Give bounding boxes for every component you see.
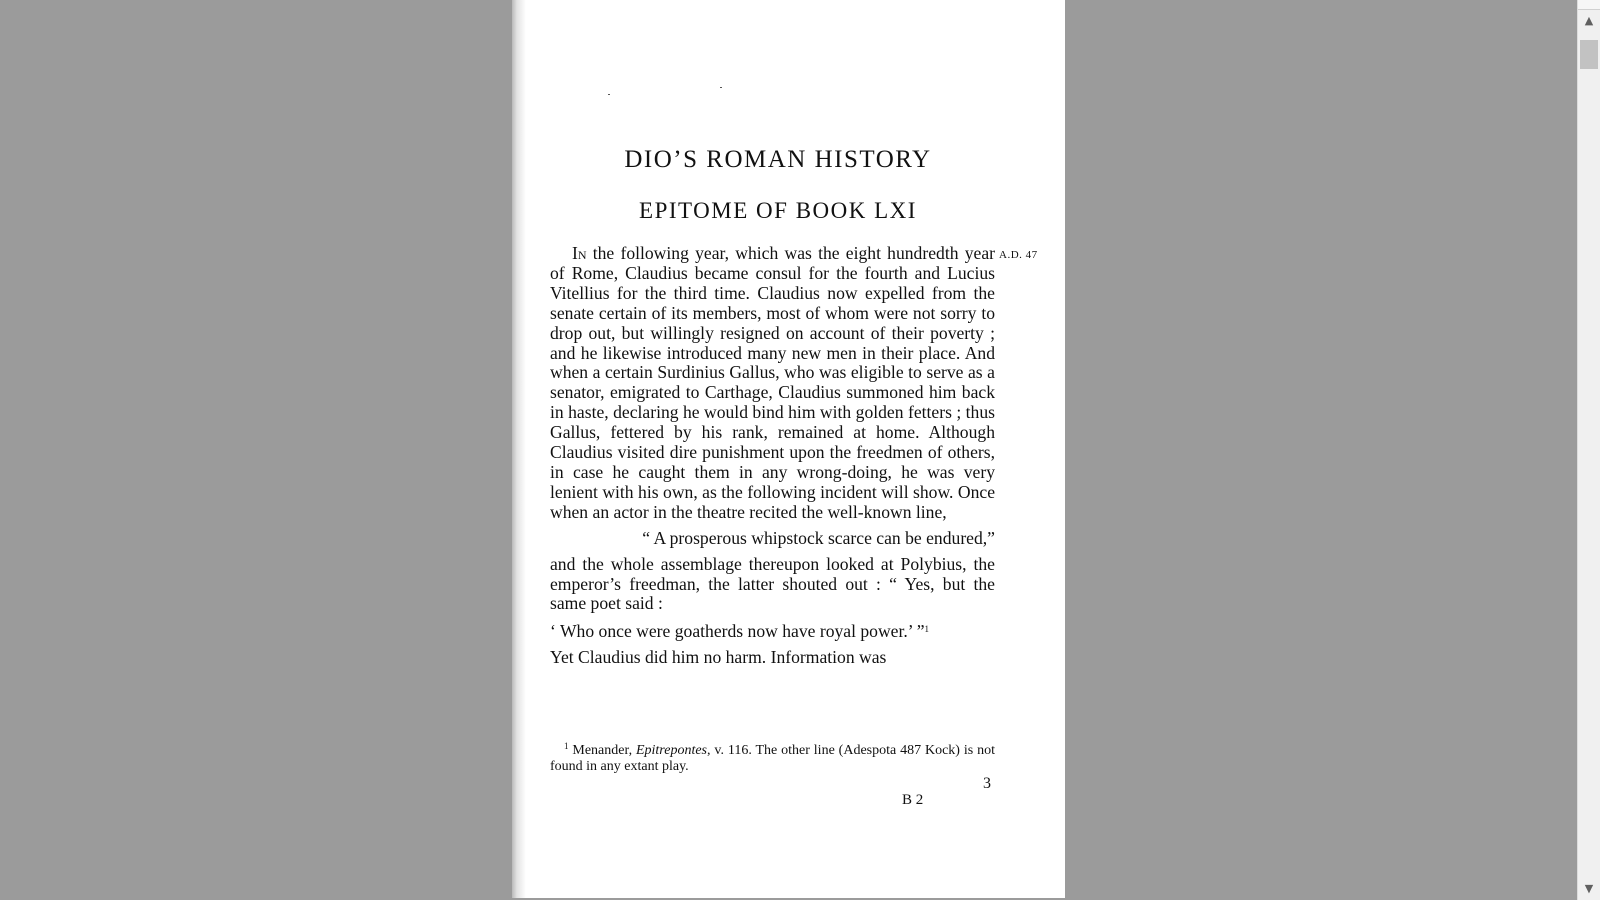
printer-signature: B 2 [902,792,924,808]
footnote-italic-title: Epitrepontes [635,743,707,758]
book-subtitle: EPITOME OF BOOK LXI [639,198,917,223]
footnote-text-a: Menander, [568,743,636,758]
footnote-marker: 1 [564,741,569,751]
drop-lead-word: In [572,243,587,263]
footnote-reference: 1 [924,624,930,635]
margin-date-note: A.D. 47 [999,249,1038,261]
quotation-2-text: ‘ Who once were goatherds now have royal power.’ ” [550,621,925,642]
document-page [512,0,1065,898]
vertical-scrollbar[interactable] [1577,0,1600,900]
paragraph-1-text: the following year, which was the eight hundredth year of Rome, Claudius became consul for the fourth and Lucius Vitellius for the third time. Claudius now expelled from the senate certain of its members, most of whom were not sorry to drop out, but willingly resigned on account of their poverty ; and he likewise introduced many new men in their place. And when a certain Surdinius Gallus, who was eligible to serve as a senator, emigrated to Carthage, Claudius summoned him back in haste, declaring he would bind him with golden fetters ; thus Gallus, fettered by his rank, remained at home. Although Claudius visited dire punishment upon the freedmen of others, in case he caught them in any wrong-doing, he was very lenient with his own, as the following incident will show. Once when an actor in the theatre recited the well-known line, [550,243,995,522]
footnote-text-b: , v. 116. The other line (Adespota 487 Kock) is not found in any extant play. [550,743,995,774]
scrollbar-top-edge [1578,0,1600,10]
footnote-paragraph [550,738,995,775]
body-text [550,244,995,668]
quotation-1: “ A prosperous whipstock scarce can be endured,” [642,527,995,548]
scan-speck [608,94,610,95]
paragraph-3: Yet Claudius did him no harm. Information was [550,647,887,668]
scan-speck [720,87,722,88]
chevron-up-icon[interactable]: ▲ [1584,14,1594,27]
page-binding-shadow [512,0,526,898]
paragraph-1 [550,244,995,523]
page-number: 3 [983,775,991,792]
scrollbar-thumb[interactable] [1580,40,1598,69]
footnote [550,738,995,775]
paragraph-2: and the whole assemblage thereupon looked at Polybius, the emperor’s freedman, the latter shouted out : “ Yes, but the same poet said : [550,553,995,614]
chevron-down-icon[interactable]: ▼ [1584,882,1594,895]
quotation-2 [550,620,995,642]
book-title: DIO’S ROMAN HISTORY [624,146,932,173]
